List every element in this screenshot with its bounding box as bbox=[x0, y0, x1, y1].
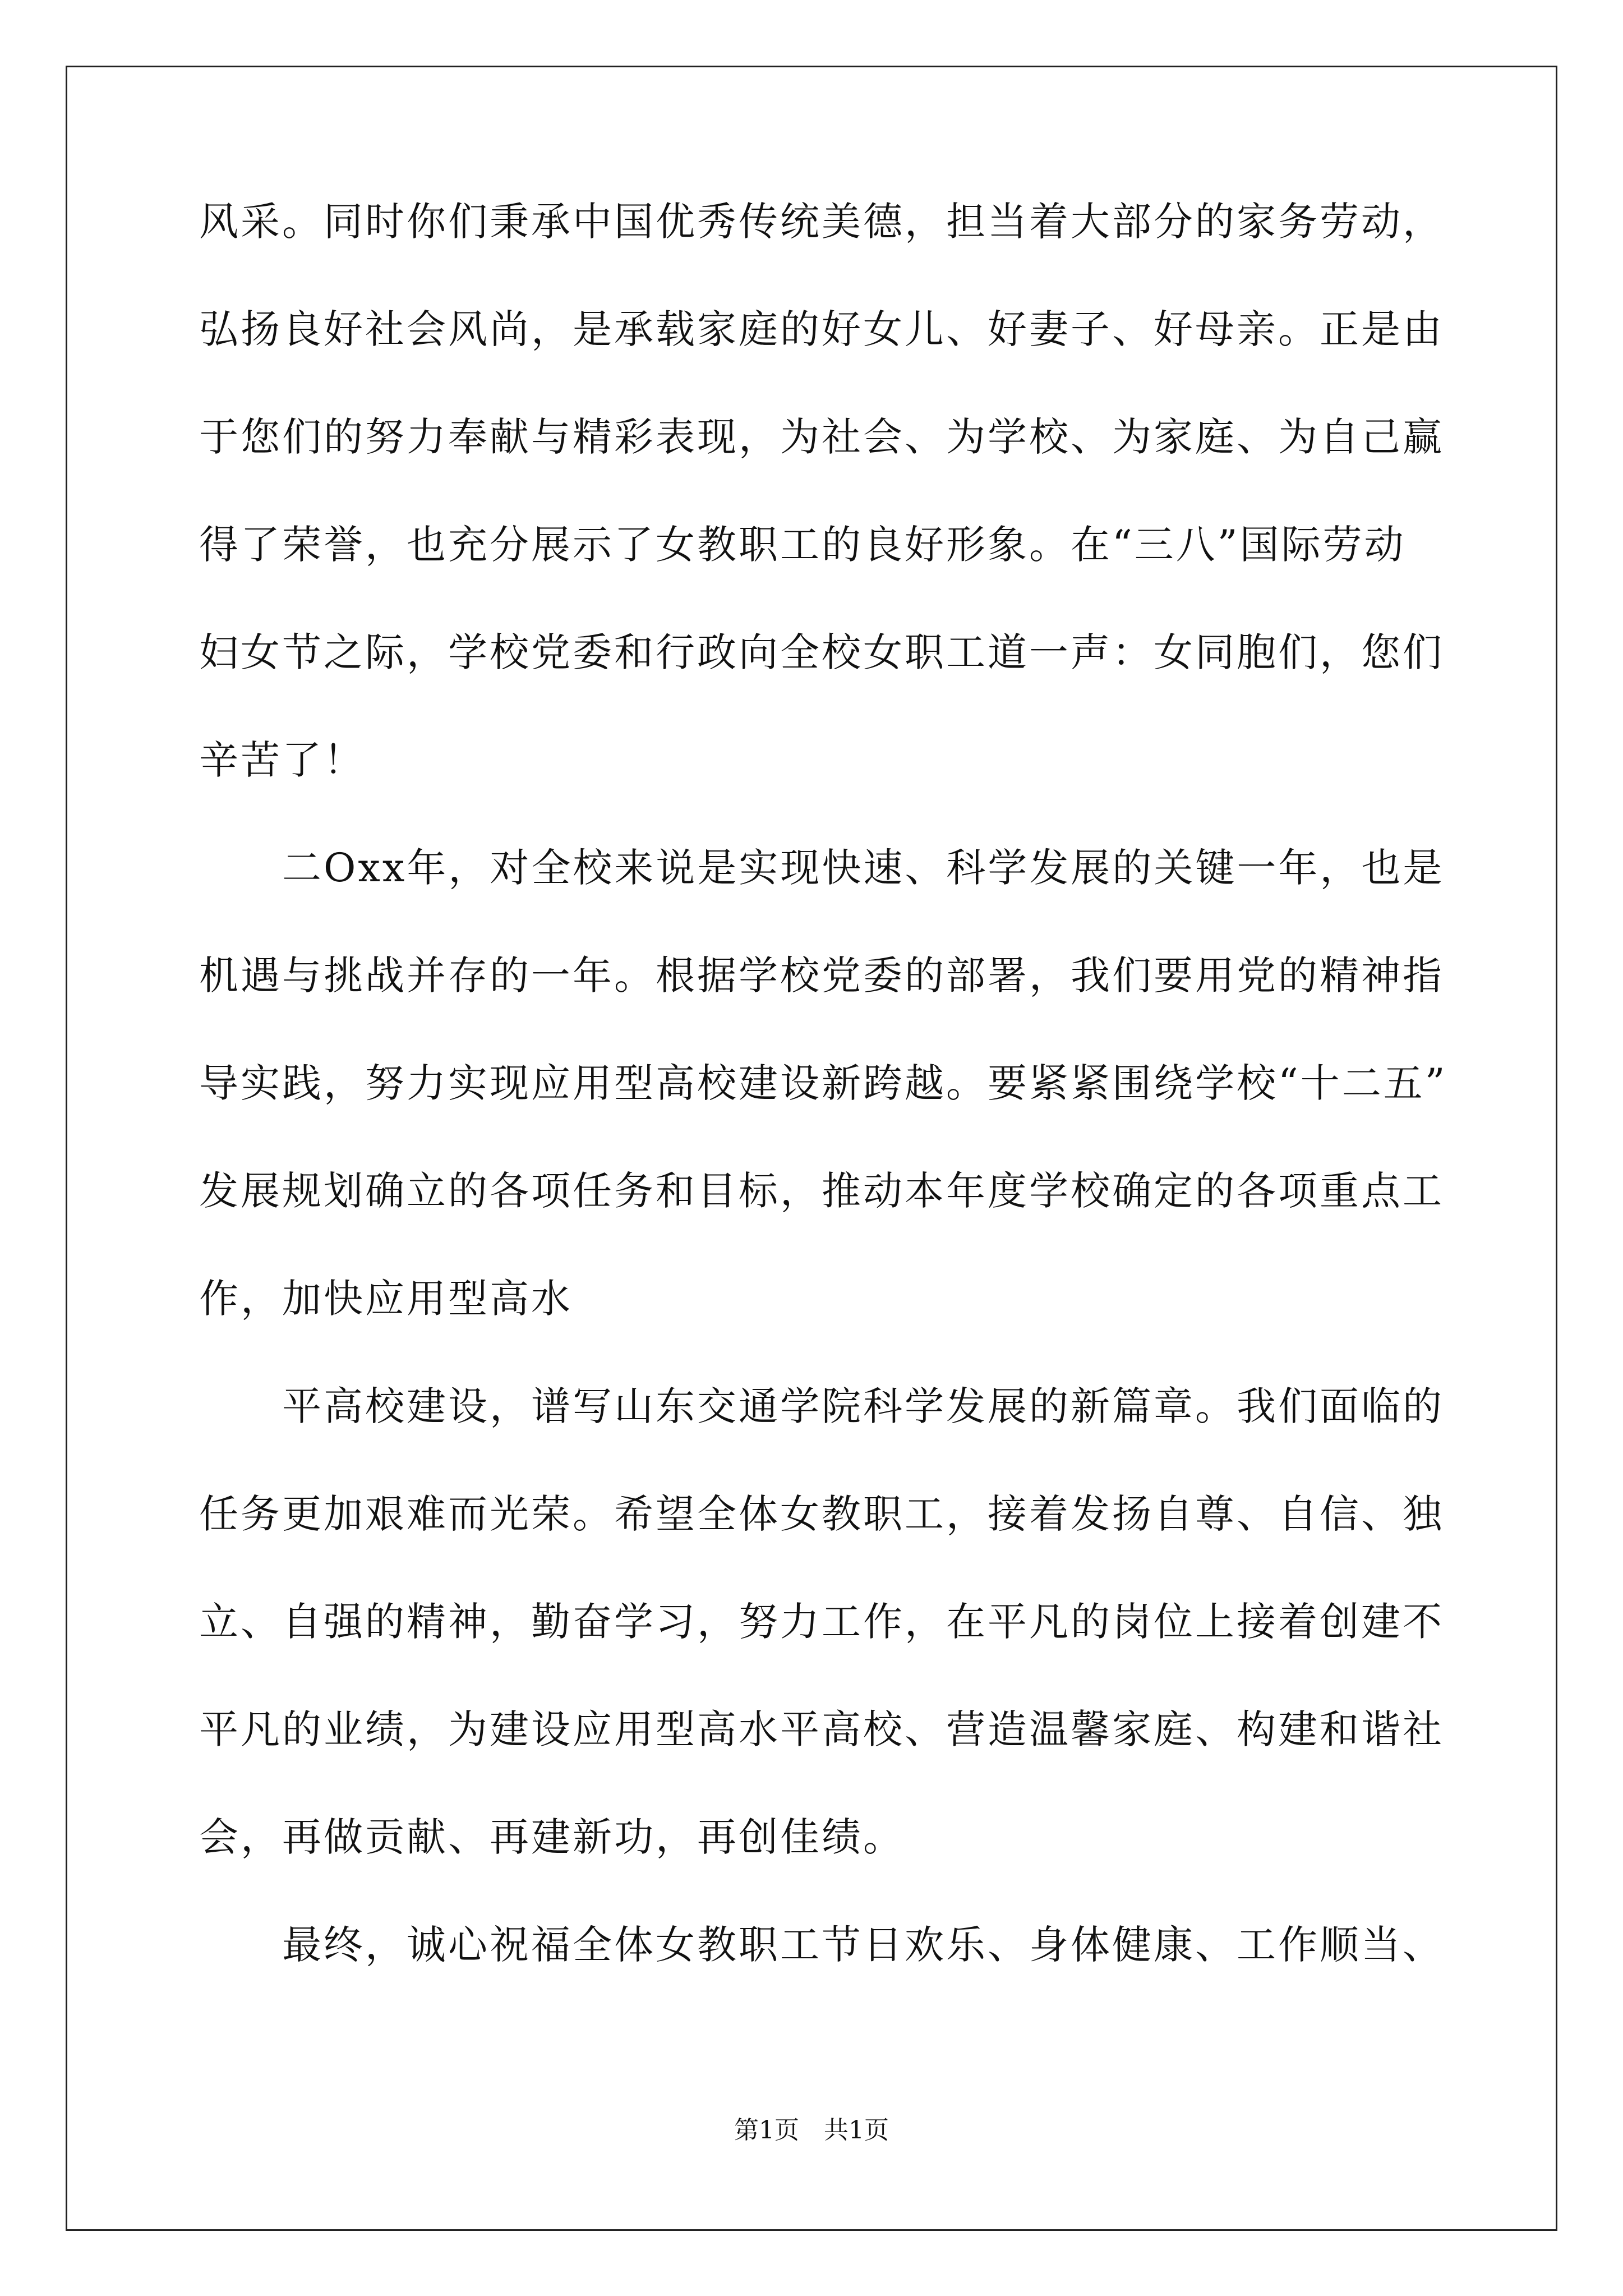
text-line: 机遇与挑战并存的一年。根据学校党委的部署，我们要用党的精神指 bbox=[199, 953, 1444, 999]
text-line: 于您们的努力奉献与精彩表现，为社会、为学校、为家庭、为自己赢 bbox=[199, 414, 1444, 460]
text-line: 任务更加艰难而光荣。希望全体女教职工，接着发扬自尊、自信、独 bbox=[199, 1491, 1444, 1537]
text-line: 导实践，努力实现应用型高校建设新跨越。要紧紧围绕学校“十二五” bbox=[199, 1060, 1447, 1106]
text-line: 弘扬良好社会风尚，是承载家庭的好女儿、好妻子、好母亲。正是由 bbox=[199, 306, 1444, 352]
page-border bbox=[66, 66, 1557, 2231]
text-line: 立、自强的精神，勤奋学习，努力工作，在平凡的岗位上接着创建不 bbox=[199, 1599, 1444, 1645]
paragraph-first-line: 最终，诚心祝福全体女教职工节日欢乐、身体健康、工作顺当、 bbox=[282, 1922, 1444, 1968]
text-line: 得了荣誉，也充分展示了女教职工的良好形象。在“三八”国际劳动 bbox=[199, 522, 1406, 568]
text-line: 会，再做贡献、再建新功，再创佳绩。 bbox=[199, 1814, 905, 1860]
paragraph-first-line: 二Oxx年，对全校来说是实现快速、科学发展的关键一年，也是 bbox=[282, 845, 1445, 891]
text-line: 平凡的业绩，为建设应用型高水平高校、营造温馨家庭、构建和谐社 bbox=[199, 1706, 1444, 1752]
text-line: 辛苦了！ bbox=[199, 737, 365, 783]
paragraph-first-line: 平高校建设，谱写山东交通学院科学发展的新篇章。我们面临的 bbox=[282, 1383, 1444, 1429]
text-line: 发展规划确立的各项任务和目标，推动本年度学校确定的各项重点工 bbox=[199, 1168, 1444, 1214]
text-line: 妇女节之际，学校党委和行政向全校女职工道一声：女同胞们，您们 bbox=[199, 629, 1444, 675]
text-line: 风采。同时你们秉承中国优秀传统美德，担当着大部分的家务劳动， bbox=[199, 199, 1444, 245]
page-footer: 第1页 共1页 bbox=[734, 2116, 889, 2145]
text-line: 作，加快应用型高水 bbox=[199, 1276, 573, 1322]
